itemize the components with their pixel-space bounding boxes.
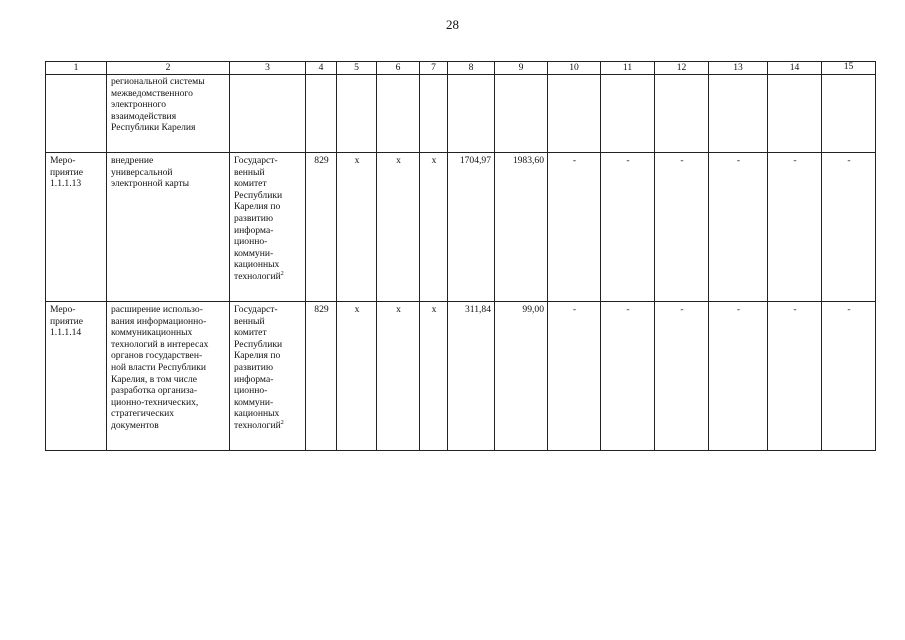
cell-c9: 1983,60 <box>495 153 548 302</box>
cell-c10: - <box>548 302 601 451</box>
column-number: 7 <box>420 62 448 75</box>
text-line: Республики <box>234 189 283 201</box>
cell-executor <box>230 302 306 451</box>
column-number: 6 <box>377 62 420 75</box>
cell-c6: х <box>377 302 420 451</box>
cell-c9: 99,00 <box>495 302 548 451</box>
text-line: приятие <box>50 166 84 178</box>
text-line: Государст- <box>234 155 278 166</box>
table-row <box>46 302 876 451</box>
column-number: 11 <box>601 62 655 75</box>
column-number: 1 <box>46 62 107 75</box>
text-line: информа- <box>234 224 274 236</box>
text-line-part: технологий <box>234 270 281 282</box>
cell <box>709 75 768 153</box>
text-line: межведомственного <box>111 87 193 99</box>
text-line: региональной системы <box>111 76 205 87</box>
cell <box>377 75 420 153</box>
text-line: комитет <box>234 178 267 190</box>
cell <box>601 75 655 153</box>
cell-description <box>107 153 230 302</box>
cell-c5: х <box>337 302 377 451</box>
cell-c4: 829 <box>306 302 337 451</box>
text-line <box>234 271 302 283</box>
text-line: кационных <box>234 259 280 271</box>
text-line: 1.1.1.13 <box>50 178 82 190</box>
text-line: Карелия, в том числе <box>111 373 198 385</box>
text-line: органов государствен- <box>111 350 203 362</box>
text-line: коммуни- <box>234 247 274 259</box>
cell-c14: - <box>768 153 822 302</box>
text-line: 1.1.1.14 <box>50 327 82 339</box>
cell-c12: - <box>655 302 709 451</box>
column-number: 4 <box>306 62 337 75</box>
cell-c7: х <box>420 153 448 302</box>
cell-c11: - <box>601 302 655 451</box>
text-line: документов <box>111 419 159 431</box>
column-number: 2 <box>107 62 230 75</box>
footnote-mark: 2 <box>280 270 284 277</box>
cell-c14: - <box>768 302 822 451</box>
text-line: информа- <box>234 373 274 385</box>
column-number: 3 <box>230 62 306 75</box>
text-line: Республики Карелия <box>111 122 196 134</box>
column-number: 8 <box>448 62 495 75</box>
text-line: коммуникационных <box>111 327 193 339</box>
column-number: 13 <box>709 62 768 75</box>
cell-description <box>107 302 230 451</box>
cell-description <box>107 75 230 153</box>
cell-executor <box>230 75 306 153</box>
text-line: развитию <box>234 212 274 224</box>
cell-c15: - <box>822 153 876 302</box>
cell-c11: - <box>601 153 655 302</box>
cell-c13: - <box>709 153 768 302</box>
text-line: Меро- <box>50 304 76 315</box>
text-line: универсальной <box>111 166 173 178</box>
cell-executor <box>230 153 306 302</box>
text-line-part: технологий <box>234 419 281 431</box>
cell <box>306 75 337 153</box>
cell-c5: х <box>337 153 377 302</box>
text-line: ционно- <box>234 236 268 248</box>
text-line: стратегических <box>111 408 175 420</box>
cell-id <box>46 75 107 153</box>
text-line: Карелия по <box>234 350 281 362</box>
text-line: ционно-технических, <box>111 396 199 408</box>
column-number: 10 <box>548 62 601 75</box>
footnote-mark: 2 <box>280 419 284 426</box>
column-number: 14 <box>768 62 822 75</box>
column-number-row <box>46 62 876 75</box>
text-line: электронной карты <box>111 178 190 190</box>
cell <box>768 75 822 153</box>
cell-c7: х <box>420 302 448 451</box>
table-row <box>46 153 876 302</box>
cell-c4: 829 <box>306 153 337 302</box>
text-line: Государст- <box>234 304 278 315</box>
cell <box>822 75 876 153</box>
text-line: коммуни- <box>234 396 274 408</box>
text-line: вания информационно- <box>111 315 207 327</box>
cell <box>420 75 448 153</box>
cell-c13: - <box>709 302 768 451</box>
column-number: 12 <box>655 62 709 75</box>
program-table <box>45 61 876 451</box>
text-line: кационных <box>234 408 280 420</box>
cell-c8: 311,84 <box>448 302 495 451</box>
cell <box>548 75 601 153</box>
text-line: ционно- <box>234 385 268 397</box>
text-line: развитию <box>234 361 274 373</box>
cell-c6: х <box>377 153 420 302</box>
text-line: Республики <box>234 338 283 350</box>
text-line: приятие <box>50 315 84 327</box>
cell <box>448 75 495 153</box>
text-line: Карелия по <box>234 201 281 213</box>
text-line: Меро- <box>50 155 76 166</box>
text-line: взаимодействия <box>111 110 177 122</box>
table-row-continuation <box>46 75 876 153</box>
cell-id <box>46 153 107 302</box>
cell-c8: 1704,97 <box>448 153 495 302</box>
cell-c12: - <box>655 153 709 302</box>
cell <box>337 75 377 153</box>
text-line: венный <box>234 166 265 178</box>
cell-c10: - <box>548 153 601 302</box>
column-number: 15 <box>822 62 876 75</box>
text-line: расширение использо- <box>111 304 203 315</box>
text-line: комитет <box>234 327 267 339</box>
cell <box>655 75 709 153</box>
text-line: венный <box>234 315 265 327</box>
cell-id <box>46 302 107 451</box>
cell-c15: - <box>822 302 876 451</box>
text-line: ной власти Республики <box>111 361 207 373</box>
text-line: разработка организа- <box>111 385 198 397</box>
column-number: 5 <box>337 62 377 75</box>
text-line: технологий в интересах <box>111 338 209 350</box>
column-number: 9 <box>495 62 548 75</box>
text-line: электронного <box>111 99 166 111</box>
text-line: внедрение <box>111 155 154 166</box>
cell <box>495 75 548 153</box>
text-line <box>234 420 302 432</box>
page-number: 28 <box>446 17 459 32</box>
